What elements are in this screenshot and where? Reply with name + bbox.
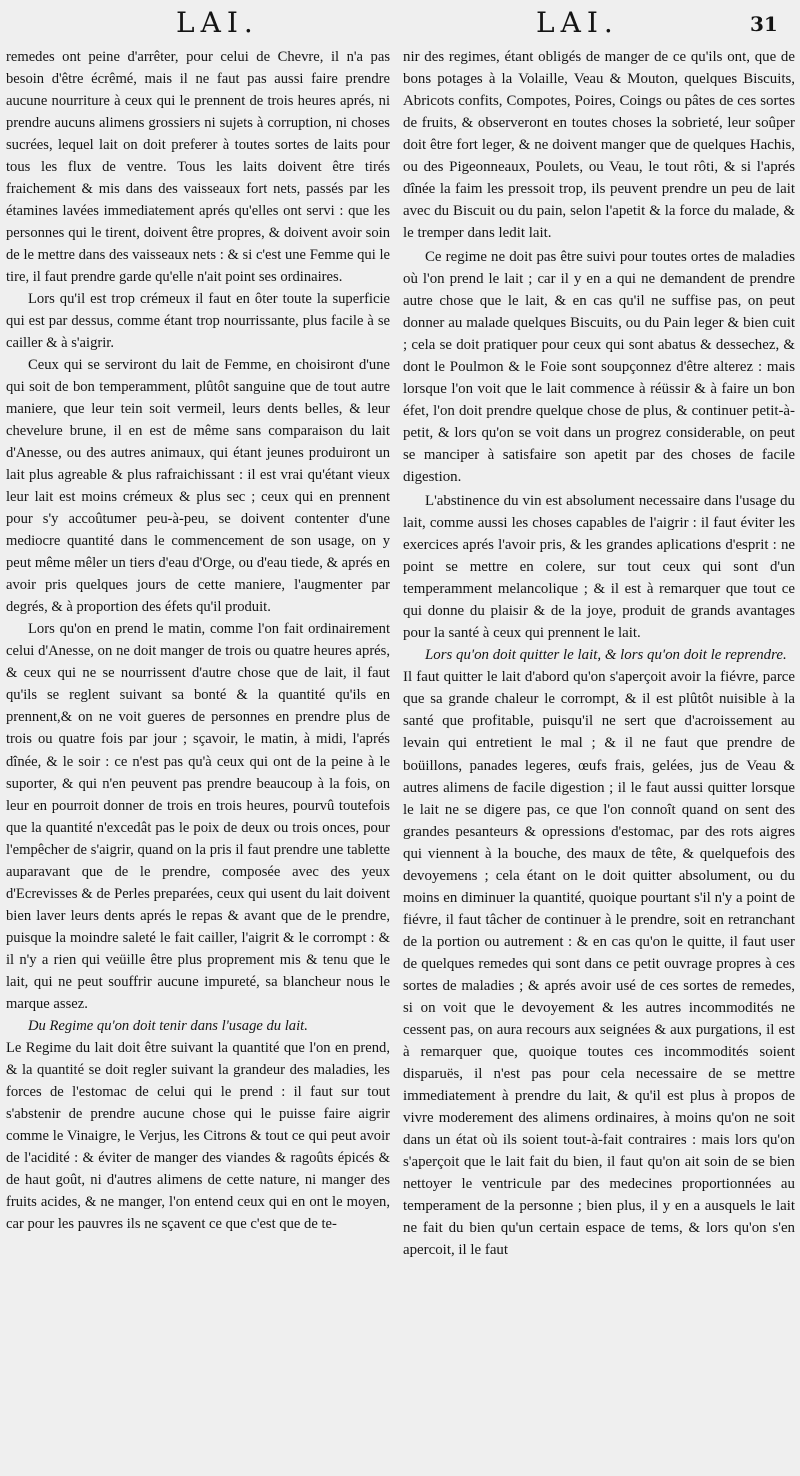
paragraph: remedes ont peine d'arrêter, pour celui de Chevre, il n'a pas besoin d'être écrêmé, mais il ne faut pas aussi faire prendre aucune nourriture à ceux qui le prennent de trois heures aprés, ni prendre aucuns alimens grossiers ni sujets à corruption, ni choses sucrées, lequel lait on doit preferer à toutes sortes de laits pour tous les flux de ventre. Tous les laits doivent être tirés fraichement & mis dans des vaisseaux fort nets, passés par les étamines lavées immediatement aprés qu'elles ont servi : que les personnes qui le tirent, doivent être propres, & doivent avoir soin de le mettre dans des vaisseaux nets : & si c'est une Femme qui le tire, il faut prendre garde qu'elle n'ait point ses ordinaires. xyxy=(6,49,390,286)
running-head-left: LAI. xyxy=(176,6,259,39)
left-column xyxy=(6,46,390,1235)
right-column xyxy=(403,46,795,1261)
paragraph: Lors qu'on en prend le matin, comme l'on fait ordinairement celui d'Anesse, on ne doit manger de trois ou quatre heures aprés, & ceux qui ne se nourrissent d'autre chose que de lait, il faut qu'ils se reglent suivant sa bonté & la quantité qu'ils en prennent,& on ne voit gueres de personnes en prendre plus de trois ou quatre fois par jour ; sçavoir, le matin, à midi, l'aprés dînée, & le soir : ce n'est pas qu'à ceux qui ont de la peine à le suporter, & qui n'en peuvent pas prendre beaucoup à la fois, on leur en pourroit donner de trois en trois heures, pourvû toutefois que la quantité n'excedât pas le poix de deux ou trois onces, pour l'empêcher de s'aigrir, quand on la pris il faut prendre une tablette auparavant que de le prendre, composée avec des yeux d'Ecrevisses & de Perles preparées, ceux qui usent du lait doivent bien laver leurs dents aprés le repas & avant que de le prendre, puisque la moindre saleté le fait cailler, l'aigrit & le corrompt : & il n'y a rien qui veüille être plus proprement mis & tenu que le lait, qui ne peut souffrir aucune impureté, sa blancheur nous le marque assez. xyxy=(6,621,390,1012)
paragraph: Il faut quitter le lait d'abord qu'on s'aperçoit avoir la fiévre, parce que sa grande chaleur le corrompt, & il est plûtôt nuisible à la santé que profitable, puisqu'il ne sert que d'acroissement au levain qui entretient le mal ; & il ne faut que prendre de boüillons, panades legeres, œufs frais, gelées, jus de Veau & autres alimens de facile digestion ; il le faut aussi quitter lorsque le lait ne se digere pas, ce que l'on connoît quand on sent des grandes pesanteurs & opressions d'estomac, par des rots aigres qui viennent à la bouche, des maux de tête, & quelquefois des devoyemens ; cela étant on le doit quitter absolument, ou du moins en diminuer la quantité, quoique pourtant s'il n'y a point de fiévre, il faut tâcher de continuer à le prendre, soit en retranchant de la portion ou autrement : & en cas qu'on le quitte, il faut user de quelques remedes qui sont dans ce petit ouvrage propres à ces sortes de maladies ; & aprés avoir usé de ces sortes de remedes, si on voit que le devoyement & les autres incommodités ne cessent pas, on aura recours aux seignées & aux purgations, il est à remarquer que, quoique toutes ces incommodités soient disparuës, il n'est pas pour cela necessaire de se mettre immediatement à prendre du lait, & qu'il est plus à propos de vivre moderement des alimens ordinaires, à moins qu'on ne soit dans un état où ils soient tout-à-fait contraires : mais lors qu'on s'aperçoit que le lait fait du bien, il faut qu'on ait soin de se bien nettoyer le ventricule par des medecines proportionnées au temperament de la personne ; bien plus, il y en a ausquels le lait ne fait du bien qu'un certain espace de tems, & lors qu'on s'en apercoit, il le faut xyxy=(403,669,795,1258)
paragraph: nir des regimes, étant obligés de manger de ce qu'ils ont, que de bons potages à la Volaille, Veau & Mouton, quelques Biscuits, Abricots confits, Compotes, Poires, Coings ou pâtes de ces sortes de fruits, & observeront en toutes choses la sobrieté, leur soûper doit être fort leger, & ne doivent manger que de quelques Hachis, ou des Pigeonneaux, Poulets, ou Veau, le tout rôti, & si l'aprés dînée la faim les pressoit trop, ils peuvent prendre un peu de lait avec du Biscuit ou du pain, selon l'apetit & la force du malade, & le tremper dans ledit lait. xyxy=(403,49,795,242)
paragraph: Le Regime du lait doit être suivant la quantité que l'on en prend, & la quantité se doit regler suivant la grandeur des maladies, les forces de l'estomac de celui qui le prend : il faut sur tout s'abstenir de prendre aucune chose qui le puisse faire aigrir comme le Vinaigre, le Verjus, les Citrons & tout ce qui peut avoir de l'acidité : & éviter de manger des viandes & ragoûts épicés & de haut goût, ni d'autres alimens de cette nature, ni manger des fruits acides, & ne manger, l'on entend ceux qui en ont le moyen, car pour les pauvres ils ne sçavent ce que c'est que de te- xyxy=(6,1039,390,1232)
page-number: 31 xyxy=(750,12,778,36)
paragraph: L'abstinence du vin est absolument necessaire dans l'usage du lait, comme aussi les choses capables de l'aigrir : il faut éviter les exercices aprés l'avoir pris, & les grandes aplications d'esprit : ne point se mettre en colere, sur tout ceux qui sont d'un temperamment melancolique ; & il est à remarquer que tout ce qui donne du plaisir & de la joye, produit de grands avantages pour la santé à ceux qui prennent le lait. xyxy=(403,493,795,642)
paragraph: Ce regime ne doit pas être suivi pour toutes ortes de maladies où l'on prend le lait ; car il y en a qui ne demandent de prendre autre chose que le lait, & en cas qu'il ne suffise pas, on peut donner au malade quelques Biscuits, ou du Pain leger & bien cuit ; cela se doit pratiquer pour ceux qui sont abatus & dessechez, & dont le Poulmon & le Foie sont soupçonnez d'être alterez : mais lorsque l'on voit que le lait commence à réüssir & à faire un bon éfet, l'on doit prendre quelque chose de plus, & continuer petit-à-petit, & lors qu'on se voit dans un progrez considerable, on peut se manciper à satisfaire son apetit par des choses de facile digestion. xyxy=(403,249,795,486)
section-heading: Du Regime qu'on doit tenir dans l'usage du lait. xyxy=(28,1017,308,1034)
running-head-right: LAI. xyxy=(536,6,619,39)
section-heading: Lors qu'on doit quitter le lait, & lors qu'on doit le reprendre. xyxy=(425,647,787,664)
paragraph: Lors qu'il est trop crémeux il faut en ôter toute la superficie qui est par dessus, comme étant trop nourrissante, plus facile à se cailler & à s'aigrir. xyxy=(6,291,390,352)
running-header xyxy=(0,2,800,44)
paragraph: Ceux qui se serviront du lait de Femme, en choisiront d'une qui soit de bon temperamment, plûtôt sanguine que de tout autre maniere, que leur tein soit vermeil, leurs dents belles, & leur chevelure brune, il en est de même sans comparaison du lait d'Anesse, ou des autres animaux, qui étant jeunes produiront un lait plus agreable & plus rafraichissant : il est vrai qu'étant vieux leur lait est moins crémeux & plus sec ; ceux qui en prennent pour s'y accoûtumer peu-à-peu, se doivent contenter d'une mediocre quantité dans le commencement de son usage, on y peut même mêler un tiers d'eau d'Orge, ou d'eau tiede, & aprés en avoir pris quelques jours de cette maniere, l'augmenter par degrés, & à proportion des éfets qu'il produit. xyxy=(6,357,390,616)
